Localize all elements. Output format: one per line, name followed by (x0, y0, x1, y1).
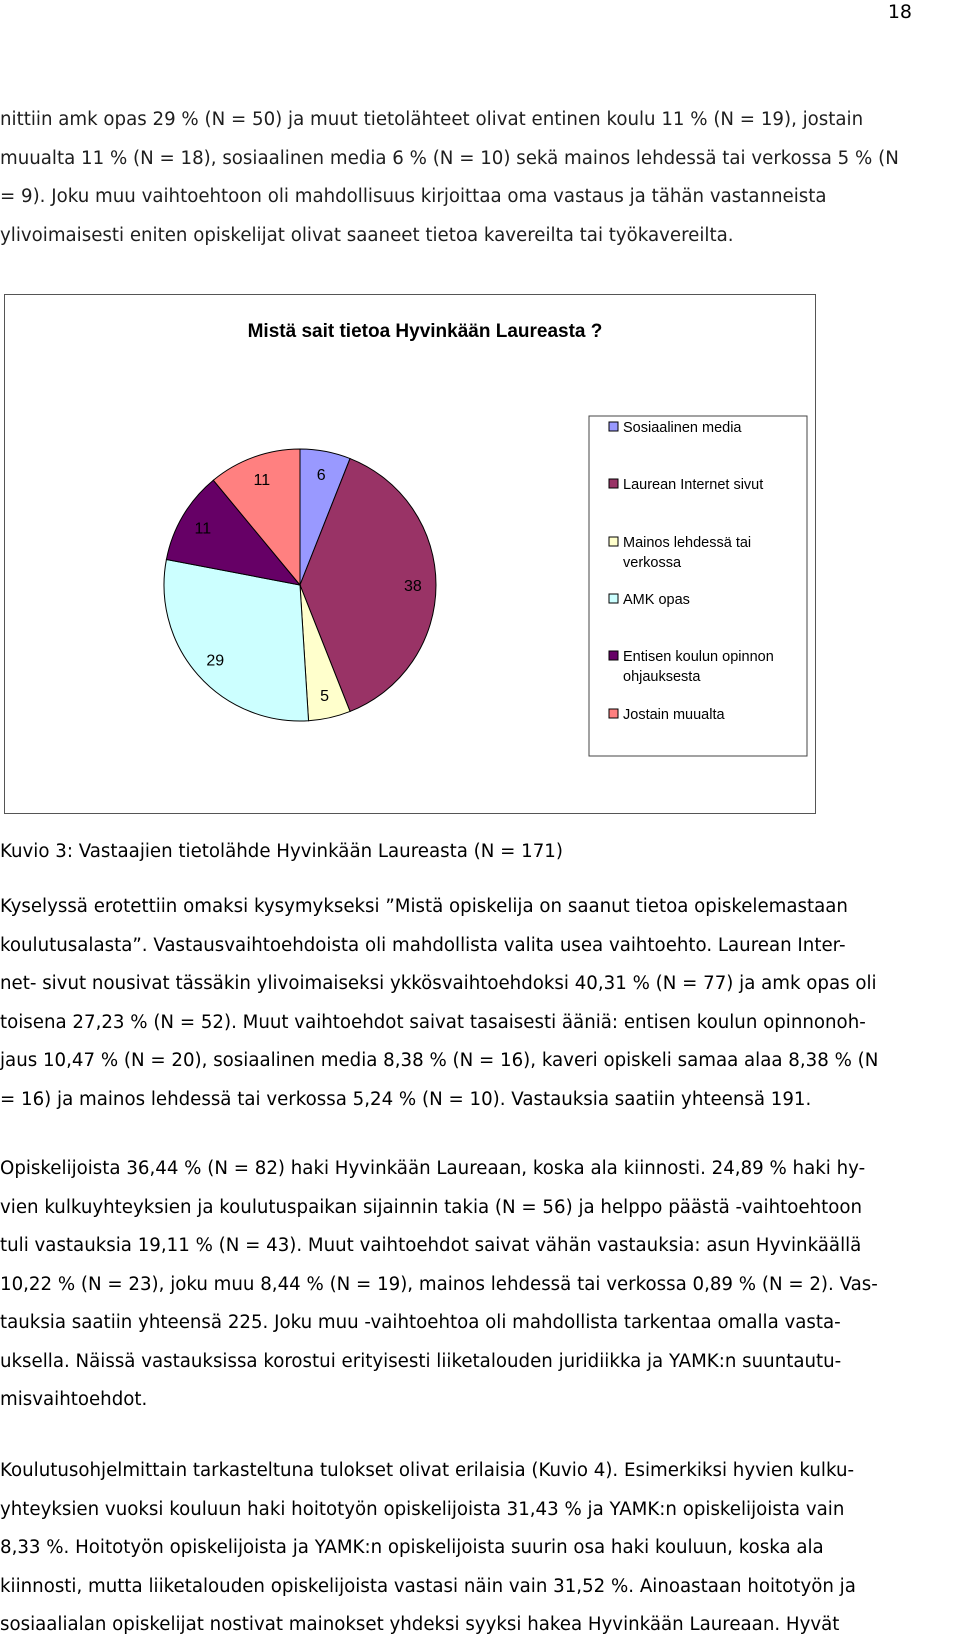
text-line: ylivoimaisesti eniten opiskelijat olivat saaneet tietoa kavereilta tai työkavereilta. (0, 224, 734, 246)
legend-label: AMK opas (623, 592, 690, 608)
text-line: uksella. Näissä vastauksissa korostui erityisesti liiketalouden juridiikka ja YAMK:n suuntautu- (0, 1350, 842, 1372)
text-line: yhteyksien vuoksi kouluun haki hoitotyön opiskelijoista 31,43 % ja YAMK:n opiskelijoista vain (0, 1498, 845, 1520)
text-line: Koulutusohjelmittain tarkasteltuna tulokset olivat erilaisia (Kuvio 4). Esimerkiksi hyvien kulku- (0, 1460, 855, 1481)
legend-swatch (609, 709, 618, 718)
paragraph-4 (0, 1452, 960, 1645)
text-line: muualta 11 % (N = 18), sosiaalinen media 6 % (N = 10) sekä mainos lehdessä tai verkossa 5 % (N (0, 147, 899, 169)
chart-title: Mistä sait tietoa Hyvinkään Laureasta ? (247, 321, 603, 342)
legend-label: Laurean Internet sivut (623, 477, 764, 493)
text-line: koulutusalasta”. Vastausvaihtoehdoista oli mahdollista valita usea vaihtoehto. Laurean Inter- (0, 934, 846, 956)
pie-data-label: 11 (194, 520, 212, 538)
text-line: jaus 10,47 % (N = 20), sosiaalinen media 8,38 % (N = 16), kaveri opiskeli samaa alaa 8,38 % (N (0, 1050, 879, 1071)
text-line: 10,22 % (N = 23), joku muu 8,44 % (N = 19), mainos lehdessä tai verkossa 0,89 % (N = 2). Vas- (0, 1273, 878, 1295)
text-line: tuli vastauksia 19,11 % (N = 43). Muut vaihtoehdot saivat vähän vastauksia: asun Hyvinkäällä (0, 1235, 862, 1256)
legend-label: Sosiaalinen media (623, 420, 742, 436)
legend-label: Jostain muualta (623, 707, 725, 723)
pie-slices (164, 449, 436, 721)
text-line: misvaihtoehdot. (0, 1389, 148, 1410)
legend-label: Entisen koulun opinnon (623, 649, 774, 665)
pie-slice (164, 560, 309, 721)
legend-swatch (609, 479, 618, 488)
pie-chart-figure (4, 294, 816, 814)
text-line: Opiskelijoista 36,44 % (N = 82) haki Hyvinkään Laureaan, koska ala kiinnosti. 24,89 % haki hy- (0, 1158, 866, 1179)
text-line: = 9). Joku muu vaihtoehtoon oli mahdollisuus kirjoittaa oma vastaus ja tähän vastanneista (0, 186, 827, 207)
text-line: = 16) ja mainos lehdessä tai verkossa 5,24 % (N = 10). Vastauksia saatiin yhteensä 191. (0, 1088, 812, 1110)
pie-chart (5, 295, 817, 815)
legend-box (589, 416, 807, 756)
page-number: 18 (887, 1, 912, 23)
text-line: vien kulkuyhteyksien ja koulutuspaikan sijainnin takia (N = 56) ja helppo päästä -vaihtoehtoon (0, 1196, 863, 1218)
pie-data-label: 6 (316, 467, 326, 485)
paragraph-3 (0, 1150, 960, 1420)
paragraph-2 (0, 888, 960, 1119)
figure-caption: Kuvio 3: Vastaajien tietolähde Hyvinkään Laureasta (N = 171) (0, 841, 563, 862)
text-line: 8,33 %. Hoitotyön opiskelijoista ja YAMK:n opiskelijoista suurin osa haki kouluun, koska ala (0, 1537, 824, 1558)
pie-data-label: 38 (404, 578, 422, 595)
legend-label: verkossa (623, 555, 682, 571)
text-line: net- sivut nousivat tässäkin ylivoimaiseksi ykkösvaihtoehdoksi 40,31 % (N = 77) ja amk opas oli (0, 973, 877, 994)
text-line: tauksia saatiin yhteensä 225. Joku muu -vaihtoehtoa oli mahdollista tarkentaa omalla vasta- (0, 1312, 841, 1333)
paragraph-intro (0, 101, 960, 255)
text-line: toisena 27,23 % (N = 52). Muut vaihtoehdot saivat tasaisesti ääniä: entisen koulun opinnonoh- (0, 1011, 866, 1033)
legend-swatch (609, 594, 618, 603)
pie-data-label: 29 (206, 652, 225, 670)
pie-data-label: 11 (253, 471, 271, 489)
text-line: Kyselyssä erotettiin omaksi kysymykseksi ”Mistä opiskelija on saanut tietoa opiskelemastaan (0, 896, 848, 917)
legend-swatch (609, 422, 618, 431)
legend-label: ohjauksesta (623, 669, 701, 685)
legend-swatch (609, 537, 618, 546)
text-line: nittiin amk opas 29 % (N = 50) ja muut tietolähteet olivat entinen koulu 11 % (N = 19), jostain (0, 109, 864, 130)
text-line: kiinnosti, mutta liiketalouden opiskelijoista vastasi näin vain 31,52 %. Ainoastaan hoitotyön ja (0, 1575, 856, 1597)
legend-swatch (609, 651, 618, 660)
pie-data-label: 5 (320, 688, 330, 706)
legend-label: Mainos lehdessä tai (623, 535, 752, 551)
text-line: sosiaalialan opiskelijat nostivat mainokset yhdeksi syyksi hakea Hyvinkään Laureaan. Hyvät (0, 1614, 840, 1635)
